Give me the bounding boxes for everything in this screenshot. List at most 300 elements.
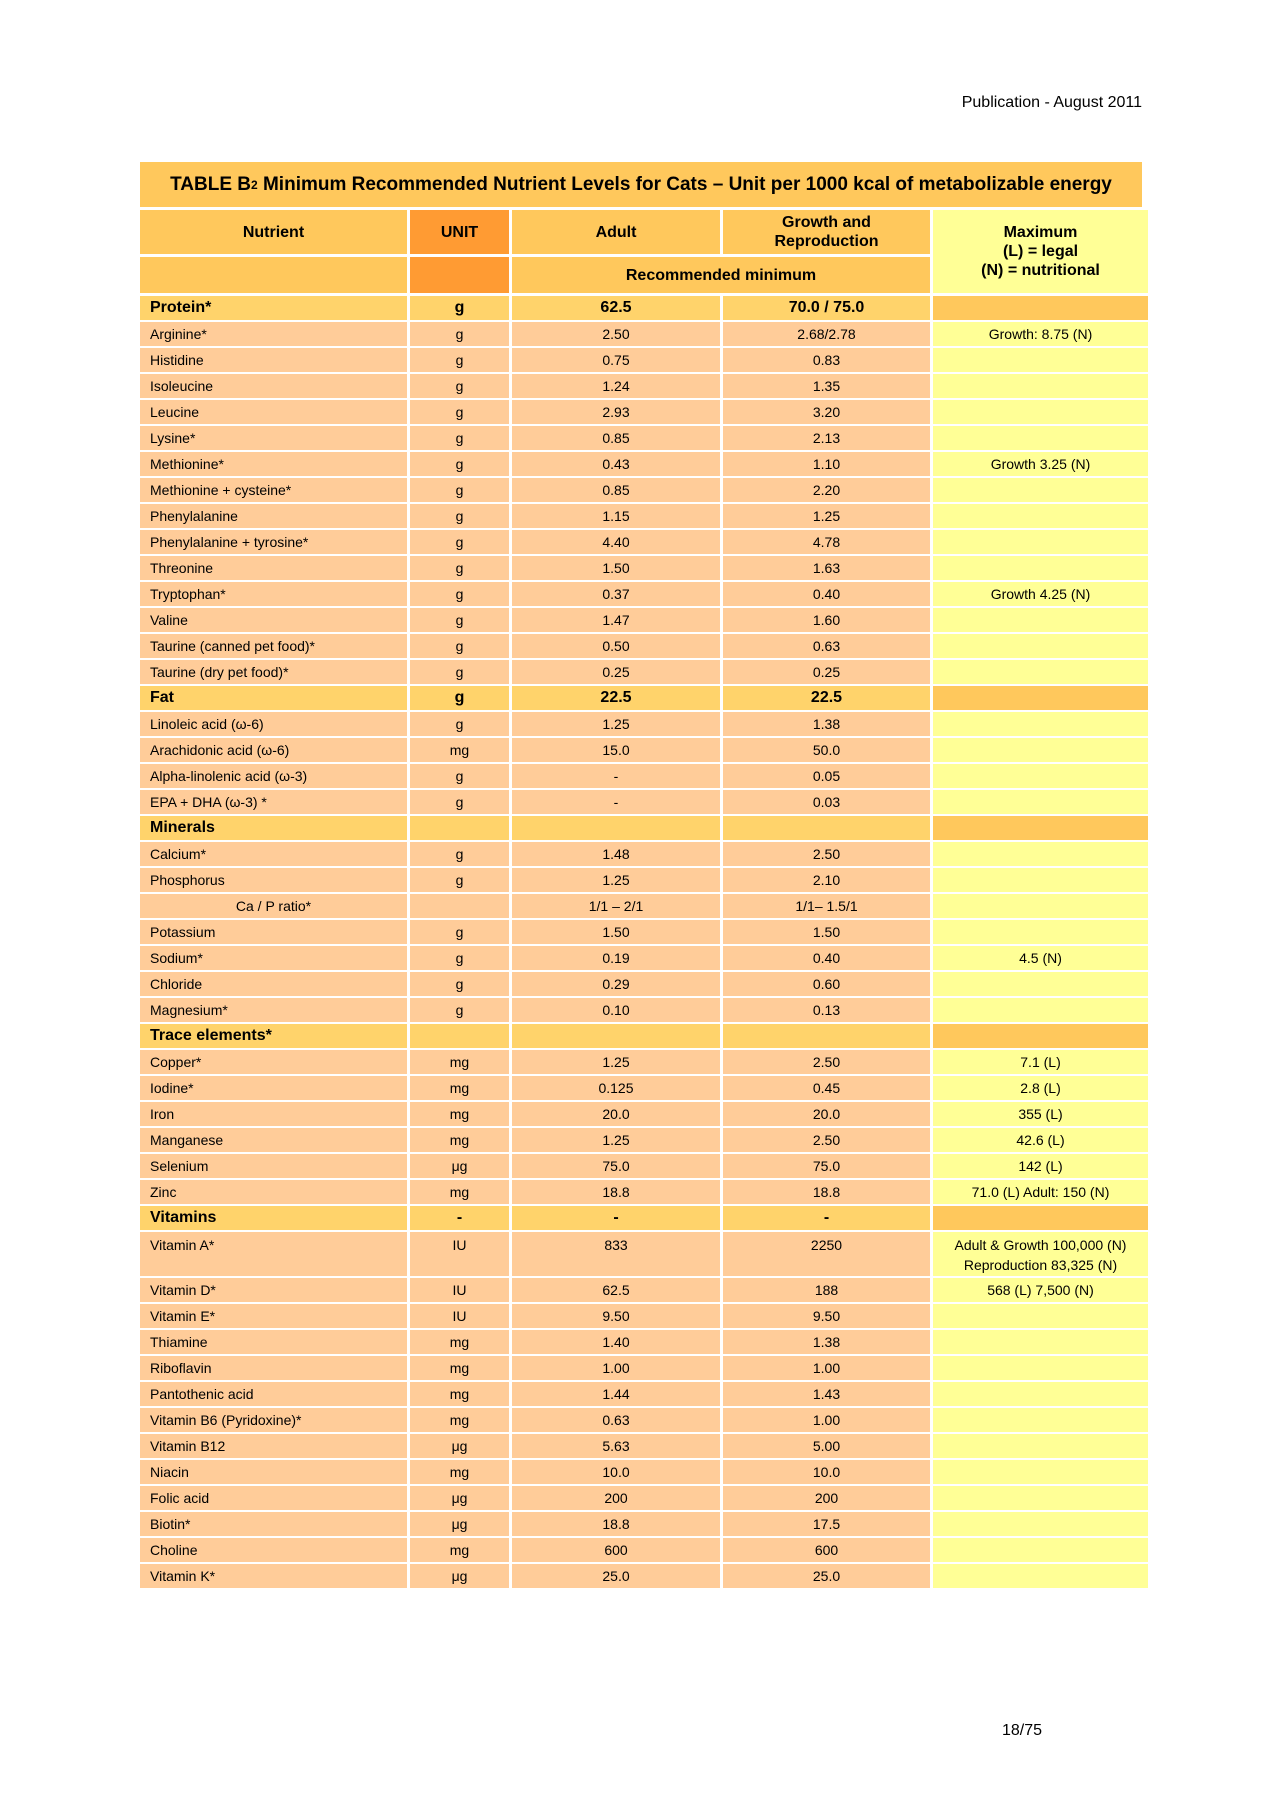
col-adult: Adult xyxy=(512,210,720,254)
unit-cell-text: mg xyxy=(449,1080,470,1096)
adult-cell-text: 833 xyxy=(604,1237,628,1253)
section-row xyxy=(140,816,1142,840)
growth-cell-text: 1.25 xyxy=(812,508,841,524)
nutrient-cell-text: Vitamin K* xyxy=(150,1568,216,1584)
unit-cell xyxy=(410,1434,509,1458)
growth-cell xyxy=(723,998,930,1022)
col-max-line2: (L) = legal xyxy=(1002,243,1079,260)
nutrient-cell xyxy=(140,478,407,502)
adult-cell-text: 1.25 xyxy=(602,872,630,888)
nutrient-cell xyxy=(140,1408,407,1432)
unit-cell-text: μg xyxy=(451,1438,468,1454)
nutrient-cell xyxy=(140,582,407,606)
unit-cell xyxy=(410,1304,509,1328)
nutrient-cell-text: Threonine xyxy=(150,560,214,576)
nutrient-cell xyxy=(140,1128,407,1152)
nutrient-cell-text: Iodine* xyxy=(150,1080,194,1096)
maximum-cell xyxy=(933,348,1148,372)
table-row xyxy=(140,1102,1142,1126)
maximum-cell-text: 568 (L) 7,500 (N) xyxy=(987,1282,1094,1298)
table-row xyxy=(140,634,1142,658)
page-number: 18/75 xyxy=(1002,1722,1043,1739)
nutrient-cell-text: Ca / P ratio* xyxy=(235,898,312,914)
maximum-cell xyxy=(933,530,1148,554)
growth-cell-text: 0.40 xyxy=(812,950,841,966)
adult-cell xyxy=(512,1154,720,1178)
maximum-cell xyxy=(933,1460,1148,1484)
adult-cell-text: - xyxy=(613,768,619,784)
growth-cell xyxy=(723,790,930,814)
unit-cell xyxy=(410,1154,509,1178)
maximum-cell-text: 4.5 (N) xyxy=(1019,950,1062,966)
nutrient-cell xyxy=(140,348,407,372)
nutrient-cell-text: Phenylalanine xyxy=(150,508,238,524)
growth-cell xyxy=(723,400,930,424)
nutrient-cell-text: Vitamin E* xyxy=(150,1308,216,1324)
maximum-cell xyxy=(933,972,1148,996)
growth-cell xyxy=(723,1154,930,1178)
table-row xyxy=(140,1356,1142,1380)
adult-cell xyxy=(512,1356,720,1380)
nutrient-cell xyxy=(140,660,407,684)
nutrient-cell xyxy=(140,998,407,1022)
title-prefix: TABLE B xyxy=(170,173,252,195)
nutrient-cell xyxy=(140,1460,407,1484)
col-nutrient: Nutrient xyxy=(140,210,407,254)
unit-cell-text: g xyxy=(455,976,464,992)
nutrient-cell-text: Linoleic acid (ω-6) xyxy=(150,716,264,732)
table-row xyxy=(140,1232,1142,1276)
unit-cell xyxy=(410,296,509,320)
title-text: Minimum Recommended Nutrient Levels for Cats – Unit per 1000 kcal of metabolizable energy xyxy=(257,173,1112,195)
nutrient-cell-text: Methionine* xyxy=(150,456,224,472)
adult-cell-text: 0.63 xyxy=(602,1412,630,1428)
adult-cell xyxy=(512,998,720,1022)
maximum-cell xyxy=(933,1102,1148,1126)
nutrient-cell-text: Vitamin D* xyxy=(150,1282,216,1298)
table-row xyxy=(140,452,1142,476)
maximum-cell xyxy=(933,894,1148,918)
nutrient-cell xyxy=(140,634,407,658)
maximum-cell xyxy=(933,1278,1148,1302)
nutrient-cell-text: Vitamin A* xyxy=(150,1237,215,1253)
adult-cell xyxy=(512,1304,720,1328)
unit-cell xyxy=(410,1278,509,1302)
col-unit-sub xyxy=(410,257,509,293)
growth-cell xyxy=(723,1512,930,1536)
growth-cell-text: 10.0 xyxy=(812,1464,841,1480)
table-row xyxy=(140,972,1142,996)
growth-cell-text: 1.10 xyxy=(812,456,841,472)
growth-cell xyxy=(723,1232,930,1276)
growth-cell xyxy=(723,1564,930,1588)
adult-cell xyxy=(512,764,720,788)
maximum-cell xyxy=(933,452,1148,476)
adult-cell-text: 0.25 xyxy=(602,664,630,680)
nutrient-cell xyxy=(140,1382,407,1406)
maximum-cell xyxy=(933,1486,1148,1510)
unit-cell-text: IU xyxy=(452,1237,467,1253)
growth-cell xyxy=(723,452,930,476)
growth-cell xyxy=(723,504,930,528)
growth-cell xyxy=(723,556,930,580)
unit-cell-text: μg xyxy=(451,1490,468,1506)
growth-cell-text: - xyxy=(823,1209,830,1226)
nutrient-cell xyxy=(140,738,407,762)
unit-cell-text: g xyxy=(455,560,464,576)
maximum-cell xyxy=(933,738,1148,762)
growth-cell-text: 4.78 xyxy=(812,534,841,550)
maximum-cell xyxy=(933,712,1148,736)
adult-cell xyxy=(512,712,720,736)
nutrient-cell-text: Tryptophan* xyxy=(150,586,226,602)
maximum-cell xyxy=(933,660,1148,684)
maximum-cell xyxy=(933,868,1148,892)
growth-cell-text: 0.13 xyxy=(812,1002,841,1018)
unit-cell xyxy=(410,712,509,736)
adult-cell-text: 4.40 xyxy=(602,534,630,550)
unit-cell xyxy=(410,660,509,684)
growth-cell-text: 22.5 xyxy=(810,689,843,706)
maximum-cell xyxy=(933,1128,1148,1152)
adult-cell-text: - xyxy=(613,794,619,810)
adult-cell xyxy=(512,1330,720,1354)
maximum-cell xyxy=(933,1538,1148,1562)
unit-cell xyxy=(410,608,509,632)
maximum-cell xyxy=(933,1434,1148,1458)
nutrient-cell xyxy=(140,530,407,554)
nutrient-cell xyxy=(140,1304,407,1328)
nutrient-cell-text: Biotin* xyxy=(150,1516,191,1532)
unit-cell xyxy=(410,868,509,892)
growth-cell-text: 1/1– 1.5/1 xyxy=(795,898,858,914)
unit-cell-text: mg xyxy=(449,1464,470,1480)
maximum-cell xyxy=(933,1512,1148,1536)
growth-cell xyxy=(723,764,930,788)
table-row xyxy=(140,1434,1142,1458)
growth-cell xyxy=(723,1206,930,1230)
nutrient-cell xyxy=(140,1180,407,1204)
adult-cell xyxy=(512,530,720,554)
table-row xyxy=(140,1382,1142,1406)
unit-cell-text: IU xyxy=(452,1282,467,1298)
adult-cell xyxy=(512,1278,720,1302)
table-row xyxy=(140,920,1142,944)
nutrient-cell-text: Protein* xyxy=(150,299,212,316)
adult-cell xyxy=(512,1024,720,1048)
adult-cell xyxy=(512,1180,720,1204)
growth-cell xyxy=(723,1024,930,1048)
unit-cell xyxy=(410,1382,509,1406)
unit-cell-text: mg xyxy=(449,742,470,758)
unit-cell-text: g xyxy=(455,768,464,784)
adult-cell-text: 0.37 xyxy=(602,586,630,602)
nutrient-cell-text: Chloride xyxy=(150,976,203,992)
maximum-cell xyxy=(933,1180,1148,1204)
growth-cell-text: 0.25 xyxy=(812,664,841,680)
unit-cell-text: g xyxy=(455,846,464,862)
growth-cell xyxy=(723,842,930,866)
unit-cell xyxy=(410,1050,509,1074)
maximum-cell-text: Adult & Growth 100,000 (N) Reproduction 83,325 (N) xyxy=(954,1237,1127,1273)
table-row xyxy=(140,1050,1142,1074)
maximum-cell xyxy=(933,1206,1148,1230)
adult-cell xyxy=(512,868,720,892)
nutrient-cell-text: Calcium* xyxy=(150,846,207,862)
table-row xyxy=(140,1278,1142,1302)
maximum-cell xyxy=(933,1076,1148,1100)
table-row xyxy=(140,322,1142,346)
growth-cell xyxy=(723,946,930,970)
maximum-cell xyxy=(933,504,1148,528)
unit-cell-text: g xyxy=(455,1002,464,1018)
unit-cell xyxy=(410,1330,509,1354)
growth-cell xyxy=(723,608,930,632)
maximum-cell xyxy=(933,400,1148,424)
unit-cell-text: g xyxy=(455,586,464,602)
maximum-cell-text: Growth: 8.75 (N) xyxy=(988,326,1093,342)
maximum-cell xyxy=(933,322,1148,346)
unit-cell xyxy=(410,1180,509,1204)
nutrient-cell-text: Minerals xyxy=(150,819,215,836)
maximum-cell xyxy=(933,1232,1148,1276)
growth-cell-text: 1.35 xyxy=(812,378,841,394)
unit-cell xyxy=(410,790,509,814)
maximum-cell xyxy=(933,1564,1148,1588)
nutrient-cell xyxy=(140,790,407,814)
maximum-cell xyxy=(933,374,1148,398)
unit-cell xyxy=(410,1460,509,1484)
nutrient-cell-text: Niacin xyxy=(150,1464,189,1480)
growth-cell xyxy=(723,1180,930,1204)
nutrient-cell-text: Pantothenic acid xyxy=(150,1386,254,1402)
maximum-cell xyxy=(933,920,1148,944)
table-row xyxy=(140,1408,1142,1432)
adult-cell-text: 600 xyxy=(604,1542,628,1558)
nutrient-cell xyxy=(140,1512,407,1536)
growth-cell xyxy=(723,348,930,372)
table-row xyxy=(140,1486,1142,1510)
adult-cell xyxy=(512,1434,720,1458)
adult-cell-text: 1.40 xyxy=(602,1334,630,1350)
unit-cell xyxy=(410,920,509,944)
nutrient-cell-text: Vitamin B6 (Pyridoxine)* xyxy=(150,1412,302,1428)
maximum-cell-text: 355 (L) xyxy=(1018,1106,1063,1122)
nutrient-cell xyxy=(140,1486,407,1510)
unit-cell-text: mg xyxy=(449,1334,470,1350)
adult-cell-text: 1.25 xyxy=(602,716,630,732)
adult-cell xyxy=(512,556,720,580)
growth-cell-text: 1.43 xyxy=(812,1386,841,1402)
maximum-cell xyxy=(933,634,1148,658)
growth-cell-text: 17.5 xyxy=(812,1516,841,1532)
nutrient-cell-text: Lysine* xyxy=(150,430,196,446)
nutrient-cell-text: Selenium xyxy=(150,1158,209,1174)
unit-cell-text: g xyxy=(455,924,464,940)
unit-cell-text: g xyxy=(455,326,464,342)
table-row xyxy=(140,426,1142,450)
growth-cell-text: 20.0 xyxy=(812,1106,841,1122)
nutrient-cell xyxy=(140,1232,407,1276)
growth-cell xyxy=(723,1076,930,1100)
table-row xyxy=(140,348,1142,372)
adult-cell-text: 1/1 – 2/1 xyxy=(588,898,644,914)
growth-cell xyxy=(723,478,930,502)
table-row xyxy=(140,1128,1142,1152)
section-row xyxy=(140,686,1142,710)
col-growth xyxy=(723,210,930,254)
unit-cell-text: g xyxy=(455,404,464,420)
maximum-cell xyxy=(933,556,1148,580)
unit-cell xyxy=(410,1024,509,1048)
nutrient-cell xyxy=(140,764,407,788)
unit-cell-text: μg xyxy=(451,1568,468,1584)
growth-cell-text: 1.50 xyxy=(812,924,841,940)
adult-cell-text: 0.10 xyxy=(602,1002,630,1018)
growth-cell-text: 1.63 xyxy=(812,560,841,576)
growth-cell xyxy=(723,920,930,944)
adult-cell-text: 2.93 xyxy=(602,404,630,420)
adult-cell xyxy=(512,738,720,762)
nutrient-cell xyxy=(140,1154,407,1178)
nutrient-cell-text: Isoleucine xyxy=(150,378,214,394)
maximum-cell xyxy=(933,608,1148,632)
nutrient-cell xyxy=(140,894,407,918)
table-row xyxy=(140,764,1142,788)
maximum-cell xyxy=(933,426,1148,450)
growth-cell xyxy=(723,1408,930,1432)
maximum-cell xyxy=(933,946,1148,970)
maximum-cell-text: Growth 4.25 (N) xyxy=(990,586,1091,602)
maximum-cell xyxy=(933,998,1148,1022)
nutrient-cell-text: Choline xyxy=(150,1542,198,1558)
table-row xyxy=(140,1180,1142,1204)
adult-cell-text: 2.50 xyxy=(602,326,630,342)
growth-cell-text: 0.05 xyxy=(812,768,841,784)
growth-cell xyxy=(723,738,930,762)
unit-cell-text: mg xyxy=(449,1054,470,1070)
adult-cell xyxy=(512,1486,720,1510)
nutrient-cell xyxy=(140,1538,407,1562)
unit-cell-text: g xyxy=(455,352,464,368)
unit-cell-text: μg xyxy=(451,1516,468,1532)
adult-cell xyxy=(512,296,720,320)
nutrient-cell-text: Magnesium* xyxy=(150,1002,228,1018)
adult-cell-text: 1.25 xyxy=(602,1054,630,1070)
maximum-cell xyxy=(933,1382,1148,1406)
adult-cell xyxy=(512,1232,720,1276)
adult-cell xyxy=(512,1102,720,1126)
unit-cell xyxy=(410,842,509,866)
adult-cell-text: 0.19 xyxy=(602,950,630,966)
growth-cell-text: 2.50 xyxy=(812,1054,841,1070)
growth-cell-text: 1.00 xyxy=(812,1360,841,1376)
nutrient-cell xyxy=(140,1050,407,1074)
table-row xyxy=(140,608,1142,632)
unit-cell-text: g xyxy=(455,872,464,888)
nutrient-cell-text: Potassium xyxy=(150,924,216,940)
maximum-cell xyxy=(933,1408,1148,1432)
unit-cell xyxy=(410,1206,509,1230)
growth-cell xyxy=(723,1434,930,1458)
table-row xyxy=(140,1154,1142,1178)
adult-cell xyxy=(512,686,720,710)
unit-cell xyxy=(410,1408,509,1432)
growth-cell-text: 2.10 xyxy=(812,872,841,888)
unit-cell-text: μg xyxy=(451,1158,468,1174)
col-recommended-minimum: Recommended minimum xyxy=(512,257,930,293)
adult-cell xyxy=(512,478,720,502)
growth-cell xyxy=(723,1278,930,1302)
adult-cell-text: 22.5 xyxy=(600,689,632,706)
unit-cell-text: mg xyxy=(449,1542,470,1558)
maximum-cell xyxy=(933,1024,1148,1048)
adult-cell-text: 9.50 xyxy=(602,1308,630,1324)
unit-cell-text: g xyxy=(455,950,464,966)
adult-cell-text: 1.24 xyxy=(602,378,630,394)
growth-cell-text: 0.40 xyxy=(812,586,841,602)
nutrient-cell-text: Leucine xyxy=(150,404,200,420)
unit-cell xyxy=(410,946,509,970)
nutrient-cell xyxy=(140,686,407,710)
growth-cell-text: 9.50 xyxy=(812,1308,841,1324)
unit-cell-text: mg xyxy=(449,1184,470,1200)
table-row xyxy=(140,660,1142,684)
col-nutrient-sub xyxy=(140,257,407,293)
maximum-cell xyxy=(933,1330,1148,1354)
growth-cell xyxy=(723,712,930,736)
maximum-cell xyxy=(933,790,1148,814)
growth-cell-text: 2.50 xyxy=(812,1132,841,1148)
growth-cell-text: 1.38 xyxy=(812,1334,841,1350)
adult-cell-text: 0.85 xyxy=(602,482,630,498)
unit-cell xyxy=(410,894,509,918)
nutrient-cell xyxy=(140,816,407,840)
nutrient-cell xyxy=(140,712,407,736)
unit-cell xyxy=(410,478,509,502)
growth-cell xyxy=(723,426,930,450)
title-subscript: 2 xyxy=(251,177,258,192)
maximum-cell-text: 2.8 (L) xyxy=(1020,1080,1061,1096)
col-growth-line1: Growth and xyxy=(782,214,871,231)
adult-cell-text: 20.0 xyxy=(602,1106,630,1122)
growth-cell-text: 0.83 xyxy=(812,352,841,368)
growth-cell xyxy=(723,1486,930,1510)
growth-cell-text: 2.13 xyxy=(812,430,841,446)
unit-cell xyxy=(410,764,509,788)
growth-cell xyxy=(723,296,930,320)
nutrient-cell-text: EPA + DHA (ω-3) * xyxy=(150,794,267,810)
growth-cell xyxy=(723,322,930,346)
adult-cell xyxy=(512,946,720,970)
unit-cell-text: g xyxy=(454,299,465,316)
col-max-line3: (N) = nutritional xyxy=(981,262,1100,279)
nutrient-cell-text: Riboflavin xyxy=(150,1360,212,1376)
adult-cell xyxy=(512,1460,720,1484)
unit-cell-text: - xyxy=(456,1209,463,1226)
unit-cell-text: g xyxy=(455,456,464,472)
unit-cell-text: g xyxy=(454,689,465,706)
adult-cell-text: 200 xyxy=(604,1490,628,1506)
growth-cell xyxy=(723,894,930,918)
growth-cell xyxy=(723,1304,930,1328)
table-row xyxy=(140,1564,1142,1588)
nutrient-cell-text: Phosphorus xyxy=(150,872,225,888)
unit-cell-text: g xyxy=(455,482,464,498)
growth-cell xyxy=(723,686,930,710)
unit-cell xyxy=(410,634,509,658)
adult-cell xyxy=(512,504,720,528)
